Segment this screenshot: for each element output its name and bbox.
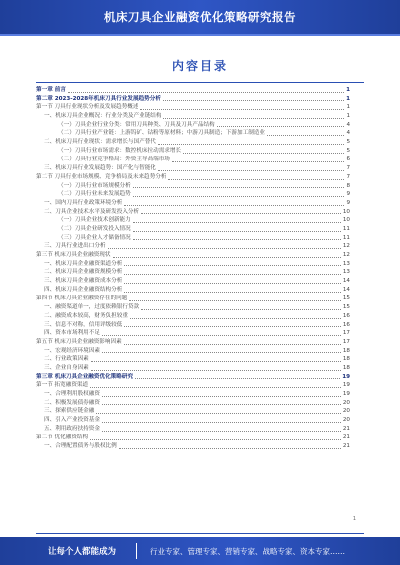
toc-entry-title: 二、积极发展债券融资 — [44, 399, 100, 406]
toc-entry-page: 17 — [342, 338, 350, 345]
toc-entry-title: 四、引入产业投资基金 — [44, 417, 100, 424]
toc-entry-title: （一）刀具企业行业分类：常用刀具种类、刀具及刀具产品结构 — [58, 121, 215, 128]
toc-entry-title: 三、刀具行业进出口分析 — [44, 243, 106, 250]
toc-heading: 内容目录 — [171, 59, 228, 73]
toc-entry[interactable] — [36, 295, 350, 304]
toc-entry[interactable] — [36, 312, 350, 321]
toc-entry-page: 21 — [342, 434, 350, 441]
toc-entry-title: 第一章 前言 — [36, 86, 66, 93]
toc-entry[interactable] — [36, 112, 350, 121]
toc-leader-dots — [113, 257, 341, 258]
toc-leader-dots — [130, 318, 341, 319]
toc-entry[interactable] — [36, 225, 350, 234]
toc-entry-title: 一、机床刀具企业融资渠道分析 — [44, 260, 123, 267]
toc-entry[interactable] — [36, 138, 350, 147]
toc-entry[interactable] — [36, 242, 350, 251]
toc-entry-page: 13 — [342, 269, 350, 276]
toc-entry[interactable] — [36, 234, 350, 243]
toc-leader-dots — [124, 205, 344, 206]
toc-leader-dots — [90, 439, 341, 440]
footer-separator — [136, 543, 137, 559]
toc-entry[interactable] — [36, 329, 350, 338]
toc-entry[interactable] — [36, 373, 350, 382]
toc-entry[interactable] — [36, 121, 350, 130]
toc-entry-title: （二）刀具行业未来发展趋势 — [58, 191, 131, 198]
toc-entry[interactable] — [36, 95, 350, 104]
report-title: 机床刀具企业融资优化策略研究报告 — [104, 10, 296, 24]
bottom-divider — [36, 533, 364, 534]
toc-entry-title: 二、融资成本较高，财务负担较重 — [44, 312, 128, 319]
toc-entry-page: 10 — [342, 217, 350, 224]
toc-entry[interactable] — [36, 251, 350, 260]
toc-entry-title: 第二节 刀具行业市场规模、竞争格局及未来趋势分析 — [36, 173, 167, 180]
toc-entry-title: 二、行业政策因素 — [44, 356, 89, 363]
toc-entry-title: （一）刀具行业市场规模分析 — [58, 182, 131, 189]
toc-entry[interactable] — [36, 399, 350, 408]
toc-entry-page: 13 — [342, 260, 350, 267]
toc-entry-page: 14 — [342, 278, 350, 285]
toc-entry[interactable] — [36, 347, 350, 356]
toc-entry-title: 第五节 机床刀具企业融资影响因素 — [36, 338, 122, 345]
toc-entry[interactable] — [36, 321, 350, 330]
toc-entry-title: 一、合理配置债务与股权比例 — [44, 443, 117, 450]
toc-entry[interactable] — [36, 442, 350, 451]
toc-leader-dots — [91, 370, 341, 371]
toc-entry-title: （二）刀具企业研发投入情况 — [58, 225, 131, 232]
toc-leader-dots — [133, 222, 341, 223]
toc-leader-dots — [141, 213, 341, 214]
toc-entry-title: 二、机床刀具行业现状：需求增长与国产替代 — [44, 139, 156, 146]
toc-leader-dots — [102, 335, 341, 336]
toc-leader-dots — [68, 92, 344, 93]
toc-entry-page: 11 — [342, 225, 350, 232]
toc-entry-title: （一）刀具行业市场需求：数控机床拉动需求增长 — [58, 147, 182, 154]
toc-leader-dots — [129, 300, 341, 301]
toc-entry-page: 7 — [346, 173, 350, 180]
toc-leader-dots — [168, 179, 344, 180]
toc-entry-page: 15 — [342, 304, 350, 311]
toc-entry-title: 一、宏观经济环境因素 — [44, 347, 100, 354]
report-header-bar — [0, 0, 400, 36]
toc-entry-title: 一、融资渠道单一，过度依赖银行贷款 — [44, 304, 140, 311]
toc-entry[interactable] — [36, 416, 350, 425]
footer-tagline: 行业专家、管理专家、营销专家、战略专家、资本专家…… — [150, 547, 345, 556]
toc-leader-dots — [102, 396, 341, 397]
toc-entry-title: 二、机床刀具企业融资规模分析 — [44, 269, 123, 276]
toc-entry[interactable] — [36, 156, 350, 165]
toc-entry[interactable] — [36, 286, 350, 295]
toc-entry-title: 三、机床刀具行业发展趋势：国产化与智能化 — [44, 165, 156, 172]
toc-entry-page: 16 — [342, 321, 350, 328]
toc-entry[interactable] — [36, 199, 350, 208]
toc-leader-dots — [102, 352, 341, 353]
toc-entry-title: 第四节 机床刀具企业融资存在的问题 — [36, 295, 128, 302]
toc-leader-dots — [124, 292, 341, 293]
toc-leader-dots — [91, 361, 341, 362]
toc-entry-title: 三、企业自身因素 — [44, 364, 89, 371]
toc-entry-title: 二、刀具企业技术水平及研发投入分析 — [44, 208, 140, 215]
toc-entry[interactable] — [36, 364, 350, 373]
toc-entry-page: 15 — [342, 295, 350, 302]
toc-leader-dots — [124, 326, 341, 327]
toc-leader-dots — [163, 100, 344, 101]
toc-leader-dots — [119, 448, 341, 449]
toc-entry-page: 5 — [346, 139, 350, 146]
toc-leader-dots — [172, 161, 345, 162]
toc-entry-title: 三、探索供应链金融 — [44, 408, 95, 415]
toc-leader-dots — [133, 187, 345, 188]
toc-entry-page: 4 — [346, 121, 350, 128]
toc-leader-dots — [124, 265, 341, 266]
toc-leader-dots — [90, 387, 341, 388]
toc-entry[interactable] — [36, 164, 350, 173]
toc-entry-page: 7 — [346, 165, 350, 172]
toc-entry[interactable] — [36, 303, 350, 312]
toc-entry[interactable] — [36, 260, 350, 269]
toc-entry[interactable] — [36, 129, 350, 138]
toc-leader-dots — [124, 283, 341, 284]
toc-leader-dots — [183, 153, 344, 154]
toc-entry[interactable] — [36, 268, 350, 277]
toc-leader-dots — [140, 109, 344, 110]
toc-entry-title: （三）刀具企业人才储备情况 — [58, 234, 131, 241]
toc-entry-page: 20 — [342, 408, 350, 415]
toc-entry[interactable] — [36, 407, 350, 416]
toc-leader-dots — [133, 196, 345, 197]
toc-entry-title: 第一节 刀具行业现状分析及发展趋势概述 — [36, 104, 139, 111]
toc-entry-title: 第三章 机床刀具企业融资优化策略研究 — [36, 373, 134, 380]
toc-entry-title: 第二节 优化融资结构 — [36, 434, 89, 441]
toc-entry-page: 18 — [342, 356, 350, 363]
toc-entry-page: 19 — [342, 382, 350, 389]
toc-entry[interactable] — [36, 173, 350, 182]
toc-leader-dots — [133, 231, 341, 232]
toc-entry-page: 16 — [342, 312, 350, 319]
toc-entry[interactable] — [36, 425, 350, 434]
toc-entry-title: 三、机床刀具企业融资成本分析 — [44, 278, 123, 285]
toc-entry[interactable] — [36, 182, 350, 191]
report-footer-bar — [0, 537, 400, 565]
toc-entry[interactable] — [36, 338, 350, 347]
toc-entry-page: 10 — [342, 208, 350, 215]
toc-leader-dots — [217, 126, 345, 127]
toc-leader-dots — [102, 431, 341, 432]
toc-entry-title: 第二章 2023-2028年机床刀具行业发展趋势分析 — [36, 95, 161, 102]
toc-entry-page: 14 — [342, 286, 350, 293]
toc-entry-page: 11 — [342, 234, 350, 241]
toc-entry-page: 1 — [346, 86, 350, 93]
toc-entry-title: 四、机床刀具企业融资结构分析 — [44, 286, 123, 293]
table-of-contents — [36, 86, 350, 451]
toc-divider — [36, 82, 364, 83]
toc-entry-page: 18 — [342, 347, 350, 354]
toc-entry-page: 20 — [342, 417, 350, 424]
page-number: 1 — [352, 516, 356, 522]
toc-leader-dots — [135, 378, 340, 379]
toc-leader-dots — [124, 274, 341, 275]
toc-entry-page: 1 — [346, 104, 350, 111]
toc-entry-page: 4 — [346, 130, 350, 137]
toc-entry-title: （二）刀具行业产业链：上游钨矿、钴粉等原材料；中游刀具制造；下游加工制造业 — [58, 130, 265, 137]
toc-leader-dots — [158, 170, 345, 171]
toc-entry-title: （一）刀具企业技术创新能力 — [58, 217, 131, 224]
toc-leader-dots — [124, 344, 341, 345]
toc-entry[interactable] — [36, 277, 350, 286]
toc-entry-page: 21 — [342, 425, 350, 432]
toc-entry[interactable] — [36, 390, 350, 399]
toc-entry[interactable] — [36, 216, 350, 225]
toc-entry-title: 一、合理利用股权融资 — [44, 391, 100, 398]
toc-entry[interactable] — [36, 147, 350, 156]
toc-entry-page: 19 — [342, 391, 350, 398]
toc-entry[interactable] — [36, 103, 350, 112]
toc-entry-page: 20 — [342, 399, 350, 406]
toc-leader-dots — [102, 404, 341, 405]
toc-leader-dots — [158, 144, 345, 145]
toc-leader-dots — [108, 248, 341, 249]
toc-entry-page: 5 — [346, 147, 350, 154]
toc-entry-page: 9 — [346, 199, 350, 206]
toc-entry[interactable] — [36, 86, 350, 95]
toc-leader-dots — [96, 413, 341, 414]
toc-entry-page: 19 — [342, 373, 350, 380]
toc-entry-title: 一、机床刀具企业概况：行业分类及产业链结构 — [44, 113, 162, 120]
toc-leader-dots — [163, 118, 344, 119]
toc-entry-page: 6 — [346, 156, 350, 163]
toc-entry[interactable] — [36, 381, 350, 390]
toc-entry-page: 9 — [346, 191, 350, 198]
toc-entry-title: 三、信息不对称，信用评级较低 — [44, 321, 123, 328]
toc-leader-dots — [133, 239, 341, 240]
toc-entry[interactable] — [36, 434, 350, 443]
toc-entry-title: 第三节 机床刀具企业融资现状 — [36, 252, 111, 259]
toc-leader-dots — [267, 135, 344, 136]
toc-entry[interactable] — [36, 208, 350, 217]
toc-entry[interactable] — [36, 355, 350, 364]
toc-entry-page: 8 — [346, 182, 350, 189]
footer-slogan: 让每个人都能成为 — [48, 547, 117, 557]
toc-entry-title: 第一节 拓宽融资渠道 — [36, 382, 89, 389]
toc-entry-title: 五、利用政府扶持资金 — [44, 425, 100, 432]
toc-entry[interactable] — [36, 190, 350, 199]
toc-entry-page: 1 — [346, 113, 350, 120]
toc-entry-page: 12 — [342, 252, 350, 259]
toc-entry-page: 18 — [342, 364, 350, 371]
toc-entry-page: 21 — [342, 443, 350, 450]
toc-entry-title: 四、资本市场利用不足 — [44, 330, 100, 337]
toc-leader-dots — [102, 422, 341, 423]
toc-entry-page: 1 — [346, 95, 350, 102]
toc-leader-dots — [141, 309, 341, 310]
toc-entry-title: （二）刀具行业竞争格局：外资主导高端市场 — [58, 156, 170, 163]
toc-entry-page: 12 — [342, 243, 350, 250]
toc-entry-title: 一、国内刀具行业政策环境分析 — [44, 199, 123, 206]
toc-entry-page: 17 — [342, 330, 350, 337]
